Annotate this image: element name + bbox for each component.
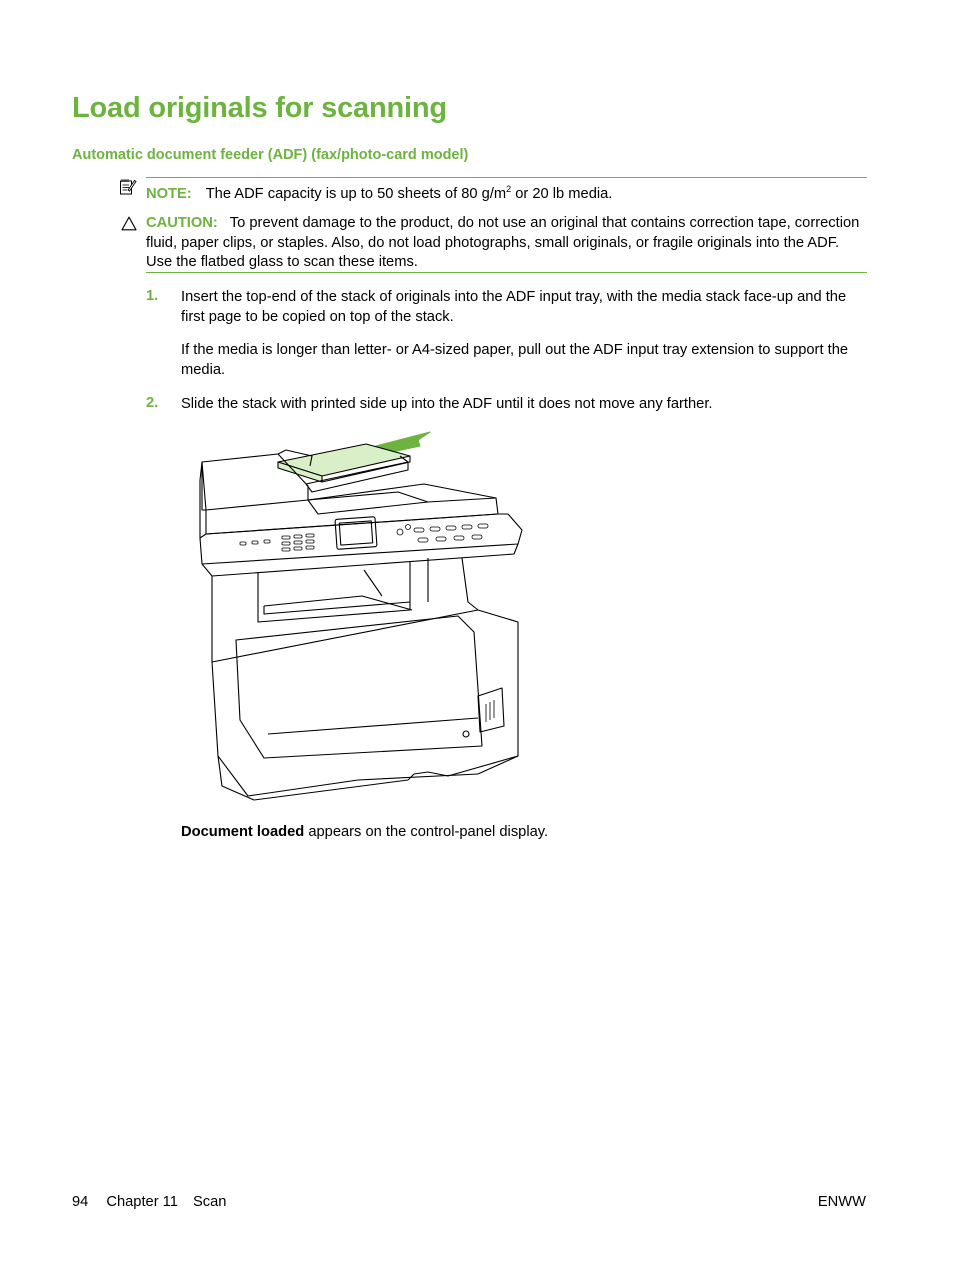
caution-block bbox=[146, 214, 868, 273]
step-1-text: Insert the top-end of the stack of originals into the ADF input tray, with the media stack face-up and the first page to be copied on top of the stack. bbox=[181, 289, 847, 325]
section-subtitle: Automatic document feeder (ADF) (fax/photo-card model) bbox=[72, 147, 469, 163]
footer-page-number: 94 bbox=[72, 1194, 89, 1210]
page-title: Load originals for scanning bbox=[72, 92, 447, 124]
result-bold: Document loaded bbox=[181, 824, 305, 840]
result-text bbox=[181, 823, 869, 843]
footer-right: ENWW bbox=[817, 1194, 866, 1210]
footer-left bbox=[72, 1194, 226, 1210]
result-rest: appears on the control-panel display. bbox=[304, 824, 549, 840]
note-label: NOTE: bbox=[146, 185, 192, 202]
note-superscript: 2 bbox=[506, 184, 512, 194]
caution-bottom-rule bbox=[146, 272, 867, 273]
note-top-rule bbox=[146, 177, 867, 178]
footer-chapter: Chapter 11 bbox=[106, 1194, 178, 1210]
footer-section: Scan bbox=[192, 1194, 227, 1210]
step-1-subtext: If the media is longer than letter- or A4-sized paper, pull out the ADF input tray extension to support the media. bbox=[181, 342, 849, 378]
note-pencil-icon bbox=[119, 178, 137, 196]
printer-adf-illustration bbox=[178, 426, 528, 802]
step-2-text: Slide the stack with printed side up into the ADF until it does not move any farther. bbox=[181, 396, 713, 412]
step-2-number: 2. bbox=[146, 395, 159, 411]
caution-label: CAUTION: bbox=[146, 215, 218, 231]
note-block bbox=[146, 180, 866, 204]
note-text: The ADF capacity is up to 50 sheets of 80 g/m bbox=[205, 185, 507, 202]
caution-text: To prevent damage to the product, do not use an original that contains correction tape, correction fluid, paper clips, or staples. Also, do not load photographs, small originals, or fragile originals into the ADF. Use the flatbed glass to scan these items. bbox=[146, 215, 860, 270]
note-text-end: or 20 lb media. bbox=[511, 185, 613, 202]
step-1-number: 1. bbox=[146, 288, 159, 304]
caution-triangle-icon bbox=[121, 216, 137, 231]
